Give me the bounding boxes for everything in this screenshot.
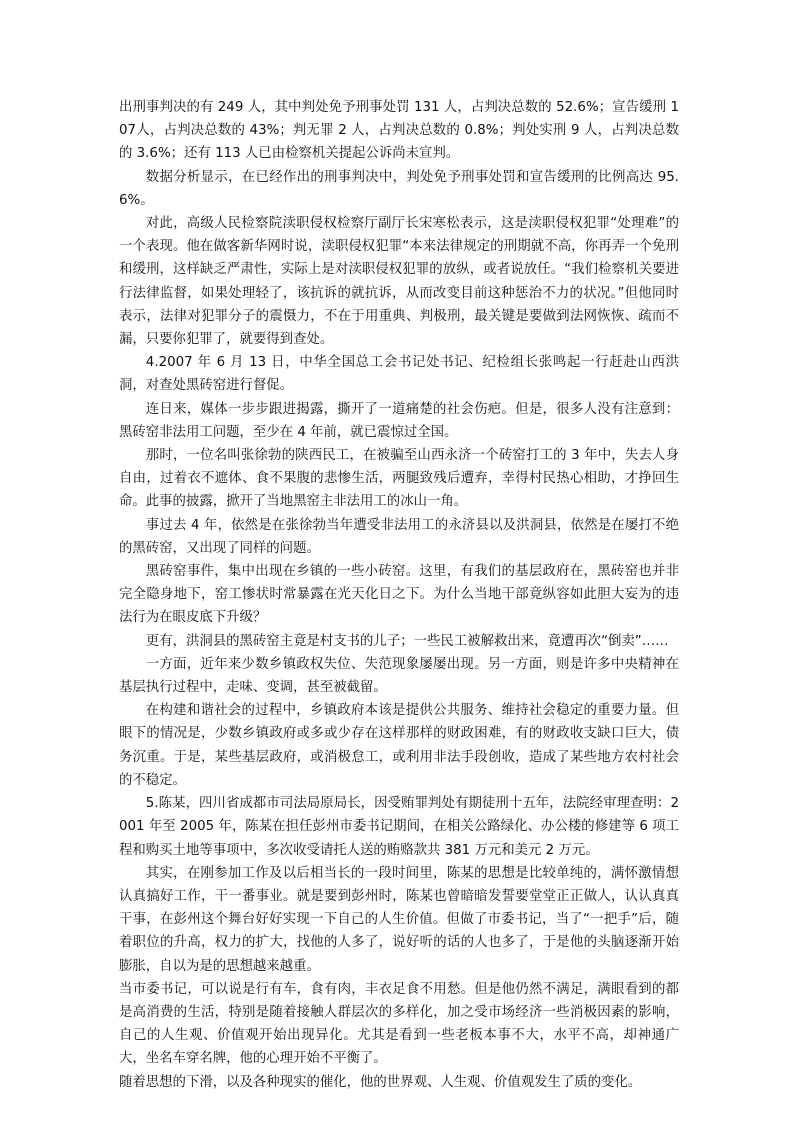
paragraph: 一方面，近年来少数乡镇政权失位、失范现象屡屡出现。另一方面，则是许多中央精神在基层执行过程中，走味、变调，甚至被截留。 bbox=[119, 656, 679, 696]
paragraph: 黑砖窑事件，集中出现在乡镇的一些小砖窑。这里，有我们的基层政府在，黑砖窑也并非完全隐身地下，窑工惨状时常暴露在光天化日之下。为什么当地干部竟纵容如此胆大妄为的违法行为在眼皮底下升级？ bbox=[119, 564, 679, 626]
paragraph: 出刑事判决的有 249 人，其中判处免予刑事处罚 131 人，占判决总数的 52.6%；宣告缓刑 107人，占判决总数的 43%；判无罪 2 人，占判决总数的 0.8%；判处实刑 9 人，占判决总数的 3.6%；还有 113 人已由检察机关提起公诉尚未宣判。 bbox=[119, 100, 679, 162]
paragraph: 数据分析显示，在已经作出的刑事判决中，判处免予刑事处罚和宣告缓刑的比例高达 95.6%。 bbox=[119, 169, 679, 208]
paragraph: 5.陈某，四川省成都市司法局原局长，因受贿罪判处有期徒刑十五年，法院经审理查明：2001 年至 2005 年，陈某在担任彭州市委书记期间，在相关公路绿化、办公楼的修建等 6 项工程和购买土地等事项中，多次收受请托人送的贿赂款共 381 万元和美元 2 万元。 bbox=[119, 796, 679, 858]
document-page bbox=[119, 96, 679, 1094]
paragraph: 在构建和谐社会的过程中，乡镇政府本该是提供公共服务、维持社会稳定的重要力量。但眼下的情况是，少数乡镇政府或多或少存在这样那样的财政困难，有的财政收支缺口巨大，债务沉重。于是，某些基层政府，或消极怠工，或利用非法手段创收，造成了某些地方农村社会的不稳定。 bbox=[119, 703, 679, 788]
paragraph: 连日来，媒体一步步跟进揭露，撕开了一道痛楚的社会伤疤。但是，很多人没有注意到：黑砖窑非法用工问题，至少在 4 年前，就已震惊过全国。 bbox=[119, 401, 679, 440]
paragraph: 事过去 4 年，依然是在张徐勃当年遭受非法用工的永济县以及洪洞县，依然是在屡打不绝的黑砖窑，又出现了同样的问题。 bbox=[119, 517, 679, 556]
paragraph: 随着思想的下滑，以及各种现实的催化，他的世界观、人生观、价值观发生了质的变化。 bbox=[119, 1074, 642, 1090]
paragraph: 其实，在刚参加工作及以后相当长的一段时间里，陈某的思想是比较单纯的，满怀激情想认真搞好工作，干一番事业。就是要到彭州时，陈某也曾暗暗发誓要堂堂正正做人，认认真真干事，在彭州这个舞台好好实现一下自己的人生价值。但做了市委书记，当了“一把手”后，随着职位的升高，权力的扩大，找他的人多了，说好听的话的人也多了，于是他的头脑逐渐开始膨胀，自以为是的思想越来越重。 bbox=[119, 865, 679, 974]
paragraph: 更有，洪洞县的黑砖窑主竟是村支书的儿子；一些民工被解救出来，竟遭再次“倒卖”…… bbox=[145, 633, 669, 649]
paragraph: 那时，一位名叫张徐勃的陕西民工，在被骗至山西永济一个砖窑打工的 3 年中，失去人身自由，过着衣不遮体、食不果腹的悲惨生活，两腿致残后遭弃，幸得村民热心相助，才挣回生命。此事的披露，掀开了当地黑窑主非法用工的冰山一角。 bbox=[119, 448, 679, 510]
paragraph: 当市委书记，可以说是行有车，食有肉，丰衣足食不用愁。但是他仍然不满足，满眼看到的都是高消费的生活，特别是随着接触人群层次的多样化，加之受市场经济一些消极因素的影响，自己的人生观、价值观开始出现异化。尤其是看到一些老板本事不大，水平不高，却神通广大，坐名车穿名牌，他的心理开始不平衡了。 bbox=[119, 981, 679, 1067]
paragraph: 4.2007 年 6 月 13 日，中华全国总工会书记处书记、纪检组长张鸣起一行赶赴山西洪洞，对查处黑砖窑进行督促。 bbox=[119, 355, 679, 394]
paragraph: 对此，高级人民检察院渎职侵权检察厅副厅长宋寒松表示，这是渎职侵权犯罪“处理难”的一个表现。他在做客新华网时说，渎职侵权犯罪“本来法律规定的刑期就不高，你再弄一个免刑和缓刑，这样缺乏严肃性，实际上是对渎职侵权犯罪的放纵，或者说放任。“我们检察机关要进行法律监督，如果处理轻了，该抗诉的就抗诉，从而改变目前这种惩治不力的状况。”但他同时表示，法律对犯罪分子的震慑力，不在于用重典、判极刑，最关键是要做到法网恢恢、疏而不漏，只要你犯罪了，就要得到查处。 bbox=[119, 216, 679, 348]
